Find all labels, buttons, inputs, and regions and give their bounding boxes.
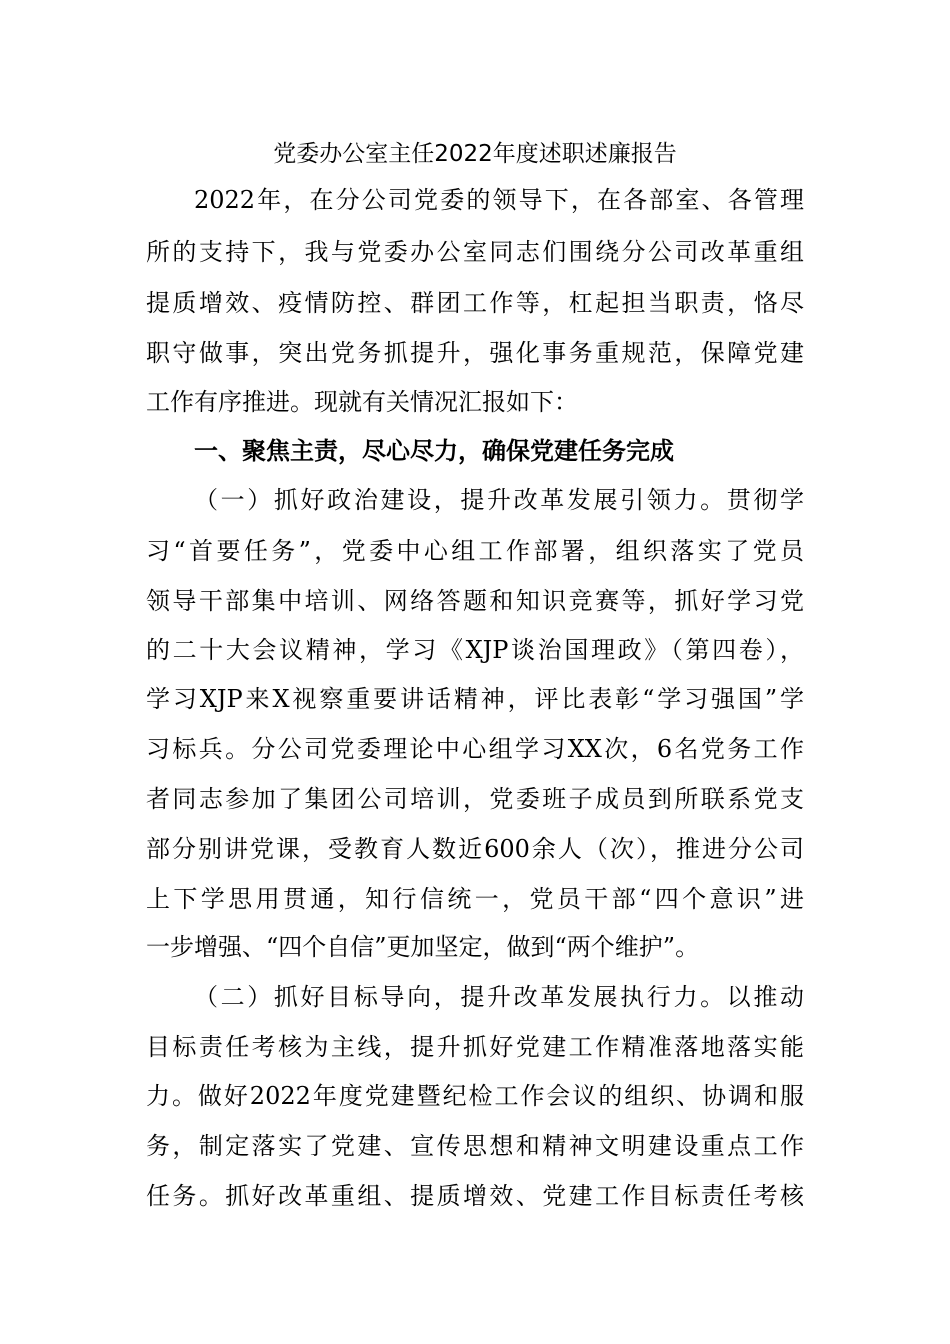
intro-line-2: 所的支持下，我与党委办公室同志们围绕分公司改革重组 bbox=[146, 238, 804, 266]
para1-line-10: 一步增强、“四个自信”更加坚定，做到“两个维护”。 bbox=[146, 933, 700, 961]
intro-line-4: 职守做事，突出党务抓提升，强化事务重规范，保障党建 bbox=[146, 339, 804, 367]
para1-line-1: （一）抓好政治建设，提升改革发展引领力。贯彻学 bbox=[194, 486, 804, 514]
para1-line-2: 习“首要任务”，党委中心组工作部署，组织落实了党员 bbox=[146, 537, 804, 565]
para2-line-5: 任务。抓好改革重组、提质增效、党建工作目标责任考核 bbox=[146, 1182, 804, 1210]
intro-line-3: 提质增效、疫情防控、群团工作等，杠起担当职责，恪尽 bbox=[146, 289, 804, 317]
para2-line-3: 力。做好2022年度党建暨纪检工作会议的组织、协调和服 bbox=[146, 1082, 804, 1110]
intro-line-1: 2022年，在分公司党委的领导下，在各部室、各管理 bbox=[194, 186, 804, 214]
para2-line-1: （二）抓好目标导向，提升改革发展执行力。以推动 bbox=[194, 983, 804, 1011]
para2-line-4: 务，制定落实了党建、宣传思想和精神文明建设重点工作 bbox=[146, 1132, 804, 1160]
intro-line-5: 工作有序推进。现就有关情况汇报如下： bbox=[146, 388, 578, 416]
para1-line-5: 学习XJP来X视察重要讲话精神，评比表彰“学习强国”学 bbox=[146, 685, 804, 713]
para1-line-7: 者同志参加了集团公司培训，党委班子成员到所联系党支 bbox=[146, 785, 804, 813]
para1-line-9: 上下学思用贯通，知行信统一，党员干部“四个意识”进 bbox=[146, 885, 804, 913]
para1-line-4: 的二十大会议精神，学习《XJP谈治国理政》（第四卷）， bbox=[146, 636, 804, 664]
document-title: 党委办公室主任2022年度述职述廉报告 bbox=[273, 141, 677, 167]
para1-line-8: 部分别讲党课，受教育人数近600余人（次），推进分公司 bbox=[146, 835, 804, 863]
para2-line-2: 目标责任考核为主线，提升抓好党建工作精准落地落实能 bbox=[146, 1033, 804, 1061]
para1-line-3: 领导干部集中培训、网络答题和知识竞赛等，抓好学习党 bbox=[146, 587, 804, 615]
section-heading-1: 一、聚焦主责，尽心尽力，确保党建任务完成 bbox=[194, 437, 674, 465]
para1-line-6: 习标兵。分公司党委理论中心组学习XX次，6名党务工作 bbox=[146, 735, 804, 763]
